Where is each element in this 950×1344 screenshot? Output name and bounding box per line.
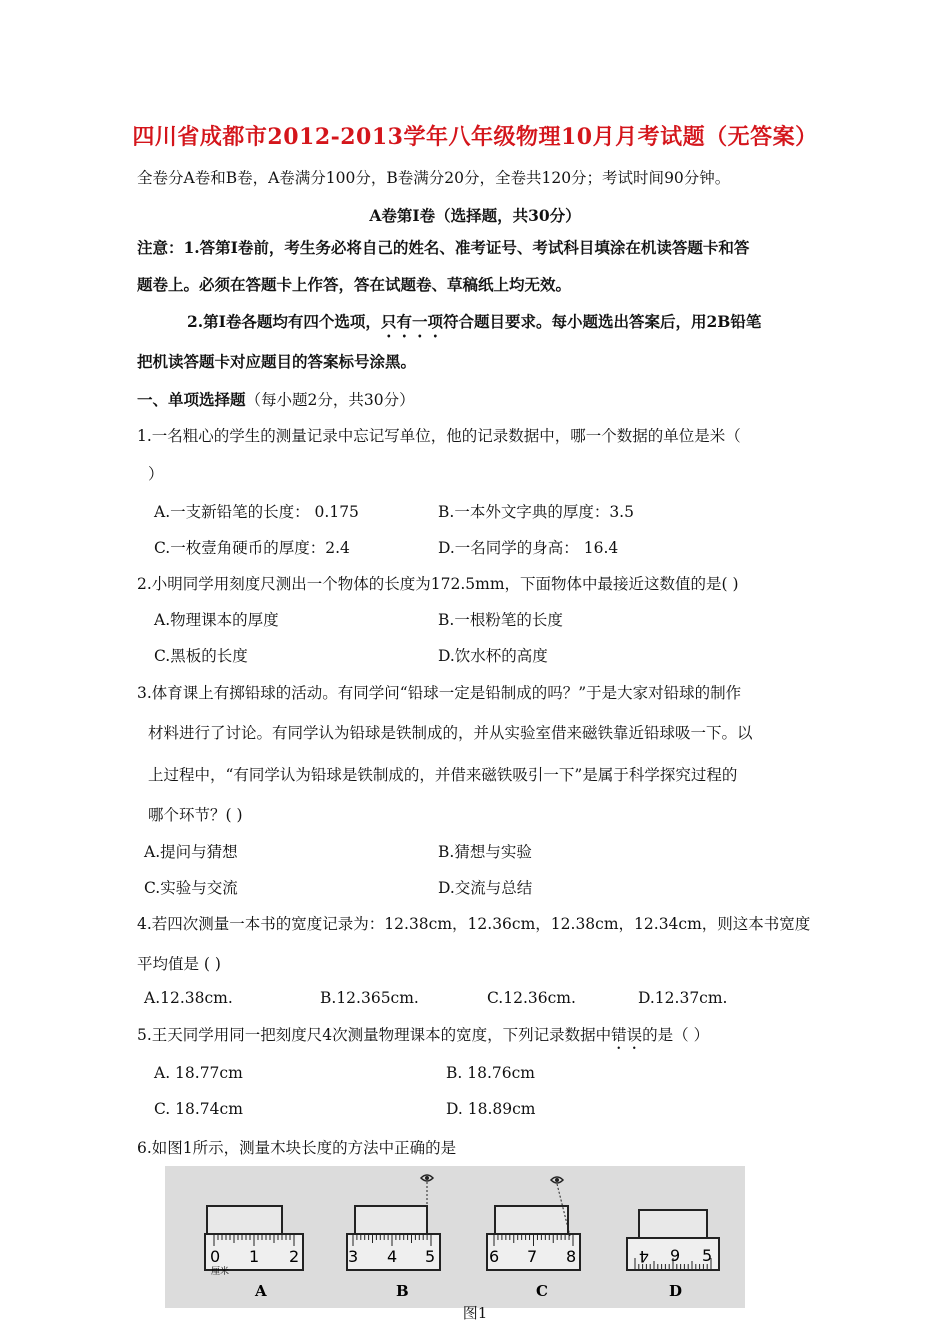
q3-option-d: D.交流与总结 <box>438 879 533 897</box>
ruler-d-tick-9: 9 <box>670 1246 681 1265</box>
q1-stem-2: ） <box>148 465 164 483</box>
ruler-b-tick-3: 3 <box>348 1247 359 1266</box>
ruler-diagram-d <box>627 1210 719 1300</box>
figure-label-a: A <box>255 1282 267 1300</box>
q3-stem-4: 哪个环节？( ) <box>148 806 243 824</box>
q1-option-d: D.一名同学的身高： 16.4 <box>438 539 619 557</box>
ruler-b-tick-5: 5 <box>425 1247 436 1266</box>
q5-option-d: D. 18.89cm <box>446 1100 536 1118</box>
q4-stem: 4.若四次测量一本书的宽度记录为：12.38cm，12.36cm，12.38cm，12.34cm，则这本书宽度 <box>137 915 811 933</box>
q5-stem <box>137 1023 709 1053</box>
notice-line-4: 把机读答题卡对应题目的答案标号涂黑。 <box>137 352 417 371</box>
q4-option-b: B.12.365cm. <box>320 989 419 1007</box>
notice-line-2: 题卷上。必须在答题卡上作答，答在试题卷、草稿纸上均无效。 <box>137 275 572 294</box>
ruler-unit-label: 厘米 <box>211 1267 230 1277</box>
ruler-c-tick-7: 7 <box>527 1247 538 1266</box>
figure-1-ruler-methods <box>165 1166 745 1308</box>
part-one-title: 一、单项选择题 <box>137 390 246 409</box>
q6-stem: 6.如图1所示，测量木块长度的方法中正确的是 <box>137 1139 457 1157</box>
notice-line-1: 注意：1.答第Ⅰ卷前，考生务必将自己的姓名、准考证号、考试科目填涂在机读答题卡和答 <box>137 238 750 257</box>
notice-line-3-b: 符合题目要求。每小题选出答案后，用2B铅笔 <box>442 312 762 331</box>
figure-label-b: B <box>396 1282 409 1300</box>
q1-option-c: C.一枚壹角硬币的厚度：2.4 <box>154 539 350 557</box>
ruler-a-tick-1: 1 <box>249 1247 260 1266</box>
q2-option-a: A.物理课本的厚度 <box>154 611 279 629</box>
q4-option-a: A.12.38cm. <box>144 989 233 1007</box>
ruler-c-tick-8: 8 <box>566 1247 577 1266</box>
q3-option-a: A.提问与猜想 <box>144 843 238 861</box>
q3-option-b: B.猜想与实验 <box>438 843 532 861</box>
figure-caption: 图1 <box>462 1304 488 1322</box>
q2-stem: 2.小明同学用刻度尺测出一个物体的长度为172.5mm，下面物体中最接近这数值的是( ) <box>137 575 739 593</box>
q3-stem-2: 材料进行了讨论。有同学认为铅球是铁制成的，并从实验室借来磁铁靠近铅球吸一下。以 <box>148 724 753 742</box>
q1-option-b: B.一本外文字典的厚度：3.5 <box>438 503 634 521</box>
notice-line-3-a: 2.第Ⅰ卷各题均有四个选项， <box>187 312 381 331</box>
section-header: A卷第Ⅰ卷（选择题，共30分） <box>369 206 581 225</box>
ruler-a-tick-0: 0 <box>210 1247 221 1266</box>
part-one-heading <box>137 388 415 410</box>
q3-stem: 3.体育课上有掷铅球的活动。有同学问“铅球一定是铅制成的吗？”于是大家对铅球的制作 <box>137 684 742 702</box>
exam-intro: 全卷分A卷和B卷，A卷满分100分，B卷满分20分，全卷共120分；考试时间90分钟。 <box>137 169 731 187</box>
q5-option-b: B. 18.76cm <box>446 1064 535 1082</box>
figure-label-c: C <box>536 1282 548 1300</box>
q5-option-a: A. 18.77cm <box>154 1064 243 1082</box>
q5-stem-a: 5.王天同学用同一把刻度尺4次测量物理课本的宽度，下列记录数据中 <box>137 1026 612 1044</box>
q3-stem-3: 上过程中，“有同学认为铅球是铁制成的，并借来磁铁吸引一下”是属于科学探究过程的 <box>148 766 738 784</box>
q1-option-a: A.一支新铅笔的长度： 0.175 <box>154 503 359 521</box>
ruler-b-tick-4: 4 <box>387 1247 398 1266</box>
q5-option-c: C. 18.74cm <box>154 1100 243 1118</box>
ruler-c-tick-6: 6 <box>489 1247 500 1266</box>
part-one-note: （每小题2分，共30分） <box>245 391 415 409</box>
q5-emphasis: 错误 <box>611 1026 643 1044</box>
figure-label-d: D <box>669 1282 683 1300</box>
notice-emphasis: 只有一项 <box>380 312 443 331</box>
q2-option-d: D.饮水杯的高度 <box>438 647 548 665</box>
ruler-d-tick-4: 4 <box>638 1247 649 1266</box>
ruler-diagram-a <box>205 1206 303 1300</box>
q5-stem-b: 的是（ ） <box>642 1026 710 1044</box>
notice-line-3 <box>187 310 761 341</box>
ruler-diagram-c <box>487 1177 580 1300</box>
q4-option-d: D.12.37cm. <box>638 989 728 1007</box>
q3-option-c: C.实验与交流 <box>144 879 238 897</box>
q1-stem: 1.一名粗心的学生的测量记录中忘记写单位，他的记录数据中，哪一个数据的单位是米（ <box>137 427 741 445</box>
q4-stem-2: 平均值是 ( ) <box>137 955 221 973</box>
q2-option-c: C.黑板的长度 <box>154 647 248 665</box>
ruler-a-tick-2: 2 <box>289 1247 300 1266</box>
q4-option-c: C.12.36cm. <box>487 989 576 1007</box>
q2-option-b: B.一根粉笔的长度 <box>438 611 563 629</box>
page-title: 四川省成都市2012-2013学年八年级物理10月月考试题（无答案） <box>132 124 818 150</box>
ruler-diagram-b <box>347 1175 440 1300</box>
ruler-d-tick-5: 5 <box>702 1246 713 1265</box>
